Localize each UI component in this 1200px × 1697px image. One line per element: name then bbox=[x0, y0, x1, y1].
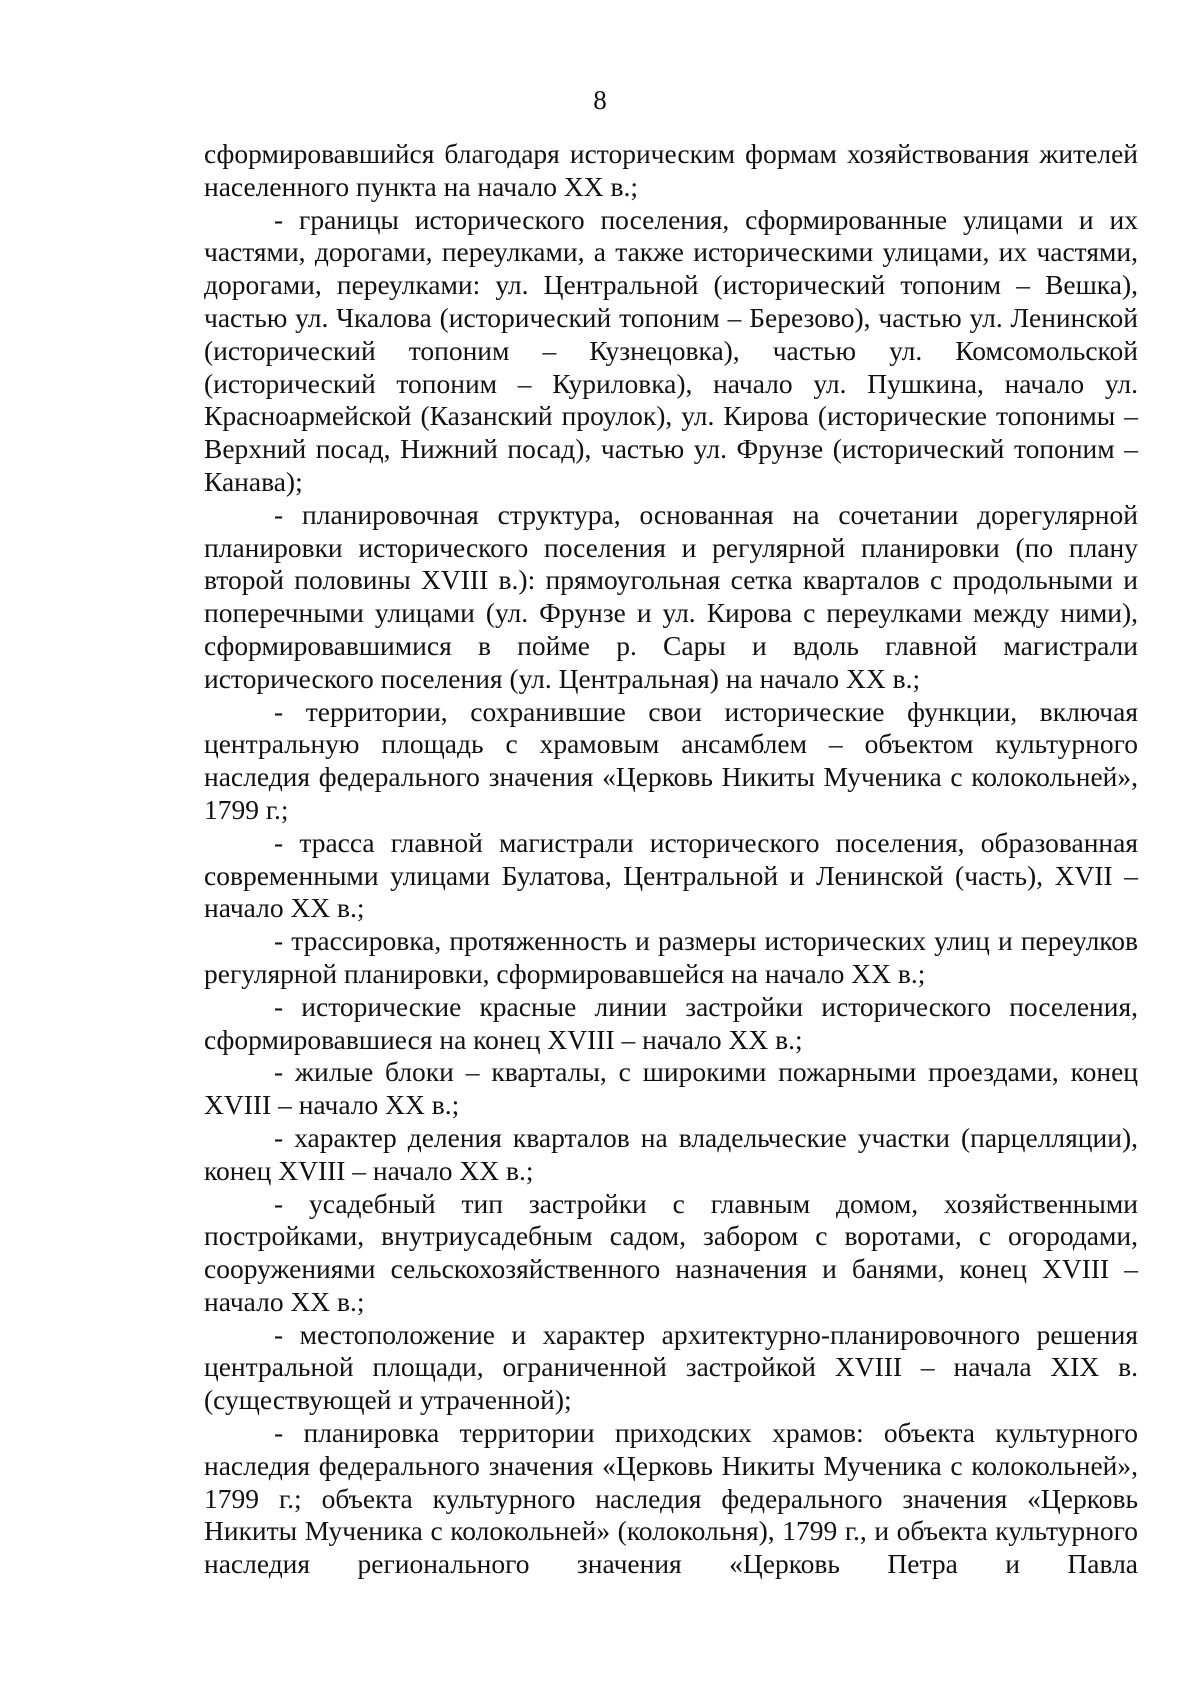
list-item-main-road-route: - трасса главной магистрали исторического поселения, образованная современными улицами Булатова, Центральной и Ленинской (часть), XVII – начало XX в.; bbox=[204, 826, 1138, 924]
list-item-street-layout: - трассировка, протяженность и размеры исторических улиц и переулков регулярной планировки, сформировавшейся на начало XX в.; bbox=[204, 925, 1138, 989]
list-item-red-lines: - исторические красные линии застройки исторического поселения, сформировавшиеся на конец XVIII – начало XX в.; bbox=[204, 990, 1138, 1055]
list-item-settlement-boundaries: - границы исторического поселения, сформированные улицами и их частями, дорогами, переулками, а также историческими улицами, их частями, дорогами, переулками: ул. Центральной (исторический топоним – Вешка), частью ул. Чкалова (исторический топоним – Березово), частью ул. Ленинской (исторический топоним – Кузнецовка), частью ул. Комсомольской (исторический топоним – Куриловка), начало ул. Пушкина, начало ул. Красноармейской (Казанский проулок), ул. Кирова (исторические топонимы – Верхний посад, Нижний посад), частью ул. Фрунзе (исторический топоним – Канава); bbox=[204, 203, 1138, 497]
document-body bbox=[204, 138, 1138, 1581]
list-item-central-square: - местоположение и характер архитектурно-планировочного решения центральной площади, ограниченной застройкой XVIII – начала XIX в. (существующей и утраченной); bbox=[204, 1318, 1138, 1416]
page-number: 8 bbox=[593, 85, 607, 115]
list-item-parish-churches: - планировка территории приходских храмов: объекта культурного наследия федерального значения «Церковь Никиты Мученика с колокольней», 1799 г.; объекта культурного наследия федерального значения «Церковь Никиты Мученика с колокольней» (колокольня), 1799 г., и объекта культурного наследия регионального значения «Церковь Петра и Павла bbox=[204, 1417, 1138, 1580]
list-item-historical-territories: - территории, сохранившие свои исторические функции, включая центральную площадь с храмовым ансамблем – объектом культурного наследия федерального значения «Церковь Никиты Мученика с колокольней», 1799 г.; bbox=[204, 695, 1138, 825]
list-item-plot-division: - характер деления кварталов на владельческие участки (парцелляции), конец XVIII – начало XX в.; bbox=[204, 1121, 1138, 1186]
list-item-manor-development: - усадебный тип застройки с главным домом, хозяйственными постройками, внутриусадебным садом, забором с воротами, с огородами, сооружениями сельскохозяйственного назначения и банями, конец XVIII – начало XX в.; bbox=[204, 1187, 1138, 1317]
list-item-planning-structure: - планировочная структура, основанная на сочетании дорегулярной планировки исторического поселения и регулярной планировки (по плану второй половины XVIII в.): прямоугольная сетка кварталов с продольными и поперечными улицами (ул. Фрунзе и ул. Кирова с переулками между ними), сформировавшимися в пойме р. Сары и вдоль главной магистрали исторического поселения (ул. Центральная) на начало XX в.; bbox=[204, 498, 1138, 694]
list-item-residential-blocks: - жилые блоки – кварталы, с широкими пожарными проездами, конец XVIII – начало XX в.; bbox=[204, 1056, 1138, 1121]
paragraph-continuation: сформировавшийся благодаря историческим формам хозяйствования жителей населенного пункта на начало XX в.; bbox=[204, 138, 1138, 202]
